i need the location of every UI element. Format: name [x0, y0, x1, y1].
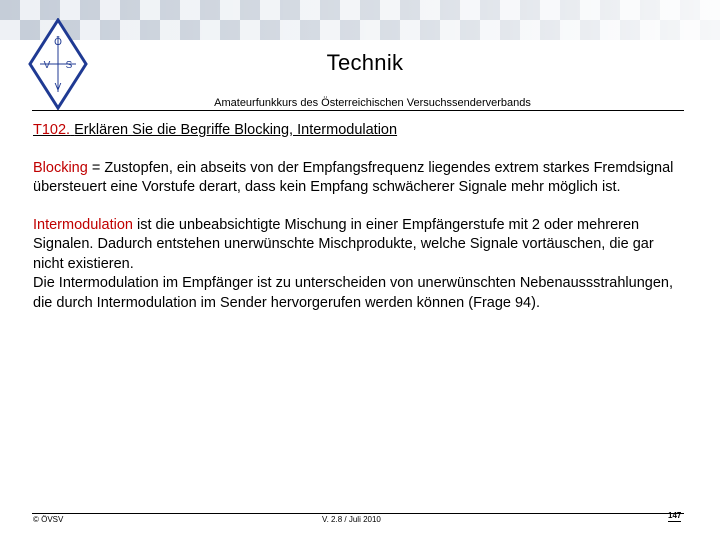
question-number: T102.	[33, 122, 71, 138]
oevsv-logo-icon	[28, 18, 88, 110]
slide-content	[33, 121, 688, 313]
checkerboard-banner	[0, 0, 720, 40]
svg-text:V: V	[54, 82, 62, 93]
page-subtitle: Amateurfunkkurs des Österreichischen Versuchssenderverbands	[214, 97, 531, 109]
blocking-text: = Zustopfen, ein abseits von der Empfangsfrequenz liegendes extrem starkes Fremdsignal übersteuert eine Vorstufe derart, dass kein Empfang schwächerer Signale mehr möglich ist.	[33, 159, 674, 195]
intermodulation-note: Die Intermodulation im Empfänger ist zu unterscheiden von unerwünschten Nebenaussstrahlungen, die durch Intermodulation im Sender hervorgerufen werden können (Frage 94).	[33, 275, 673, 311]
blocking-term: Blocking	[33, 159, 88, 176]
intermodulation-text: ist die unbeabsichtigte Mischung in einer Empfängerstufe mit 2 oder mehreren Signalen. Dadurch entstehen unerwünschte Mischprodukte, welche Signale vortäuschen, die gar nicht existieren.	[33, 216, 654, 272]
footer-version: V. 2.8 / Juli 2010	[322, 515, 381, 524]
header-divider	[32, 110, 684, 111]
intermodulation-paragraph	[33, 216, 688, 275]
question-heading	[33, 121, 688, 141]
question-text: Erklären Sie die Begriffe Blocking, Intermodulation	[74, 122, 398, 138]
blocking-paragraph	[33, 159, 688, 198]
svg-text:Ö: Ö	[54, 37, 62, 48]
intermodulation-term: Intermodulation	[33, 216, 133, 233]
svg-text:S: S	[65, 60, 73, 71]
page-number: 147	[668, 511, 682, 520]
svg-text:V: V	[43, 60, 51, 71]
page-title: Technik	[326, 50, 404, 75]
footer-copyright: © ÖVSV	[33, 515, 64, 524]
footer-divider	[32, 513, 684, 514]
